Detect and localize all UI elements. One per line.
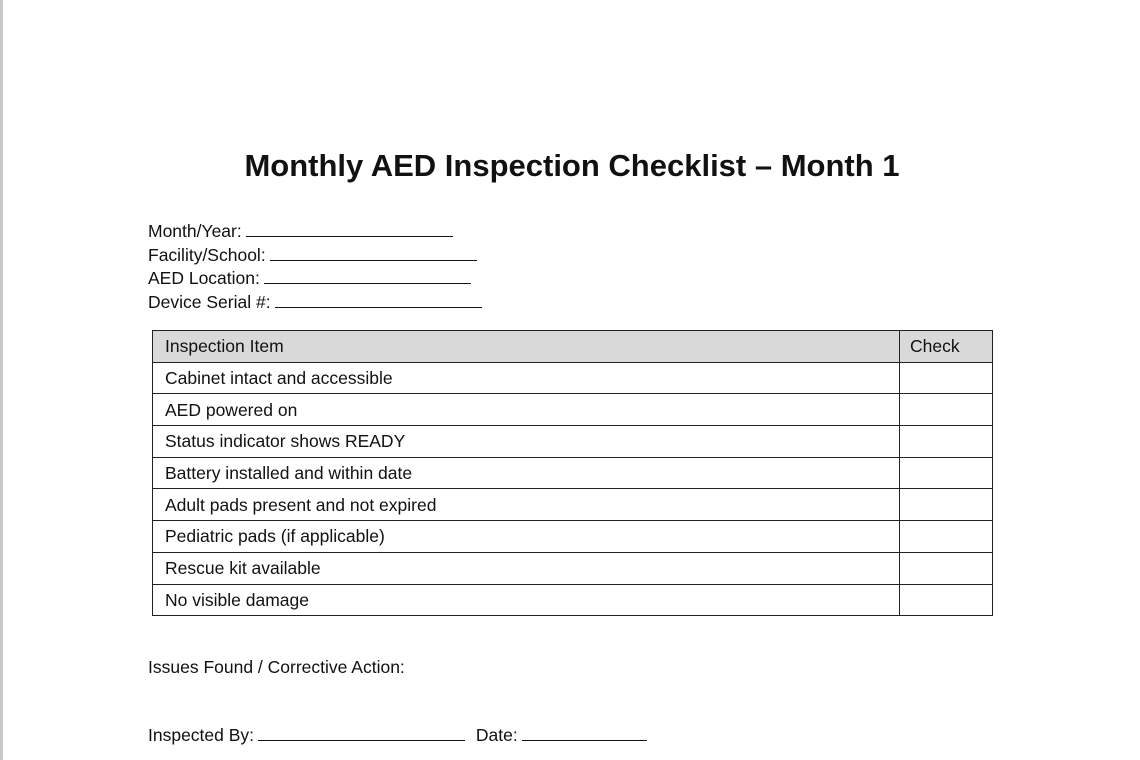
page-left-edge — [0, 0, 3, 760]
document-title: Monthly AED Inspection Checklist – Month 1 — [244, 148, 900, 183]
table-row — [153, 457, 993, 489]
device-serial-blank[interactable] — [275, 290, 482, 308]
inspection-item-cell: AED powered on — [153, 394, 900, 426]
table-row — [153, 489, 993, 521]
table-row — [153, 362, 993, 394]
date-blank[interactable] — [522, 723, 647, 741]
device-serial-label: Device Serial #: — [148, 291, 271, 312]
inspected-by-blank[interactable] — [258, 723, 465, 741]
table-row — [153, 394, 993, 426]
check-header: Check — [900, 331, 993, 363]
check-cell[interactable] — [900, 457, 993, 489]
inspected-by-label: Inspected By: — [148, 725, 255, 745]
month-year-field — [148, 219, 482, 243]
inspection-item-header: Inspection Item — [153, 331, 900, 363]
check-cell[interactable] — [900, 489, 993, 521]
date-label: Date: — [475, 725, 518, 745]
header-fields — [148, 219, 482, 313]
facility-school-label: Facility/School: — [148, 244, 266, 265]
check-cell[interactable] — [900, 394, 993, 426]
inspection-item-cell: No visible damage — [153, 584, 900, 616]
check-cell[interactable] — [900, 521, 993, 553]
inspection-item-cell: Cabinet intact and accessible — [153, 362, 900, 394]
facility-school-field — [148, 243, 482, 267]
signoff-row — [148, 723, 647, 746]
check-cell[interactable] — [900, 552, 993, 584]
table-row — [153, 552, 993, 584]
inspection-item-cell: Battery installed and within date — [153, 457, 900, 489]
inspection-item-cell: Adult pads present and not expired — [153, 489, 900, 521]
month-year-label: Month/Year: — [148, 221, 242, 241]
check-cell[interactable] — [900, 426, 993, 458]
facility-school-blank[interactable] — [270, 243, 477, 261]
issues-found-label: Issues Found / Corrective Action: — [148, 657, 405, 677]
inspection-table — [152, 330, 993, 616]
aed-location-field — [148, 266, 482, 290]
aed-location-label: AED Location: — [148, 268, 260, 288]
table-row — [153, 521, 993, 553]
table-row — [153, 426, 993, 458]
aed-location-blank[interactable] — [264, 266, 471, 284]
month-year-blank[interactable] — [246, 219, 453, 237]
inspection-item-cell: Rescue kit available — [153, 552, 900, 584]
table-row — [153, 584, 993, 616]
device-serial-field — [148, 290, 482, 314]
check-cell[interactable] — [900, 362, 993, 394]
table-header-row — [153, 331, 993, 363]
inspection-item-cell: Pediatric pads (if applicable) — [153, 521, 900, 553]
inspection-item-cell: Status indicator shows READY — [153, 426, 900, 458]
check-cell[interactable] — [900, 584, 993, 616]
